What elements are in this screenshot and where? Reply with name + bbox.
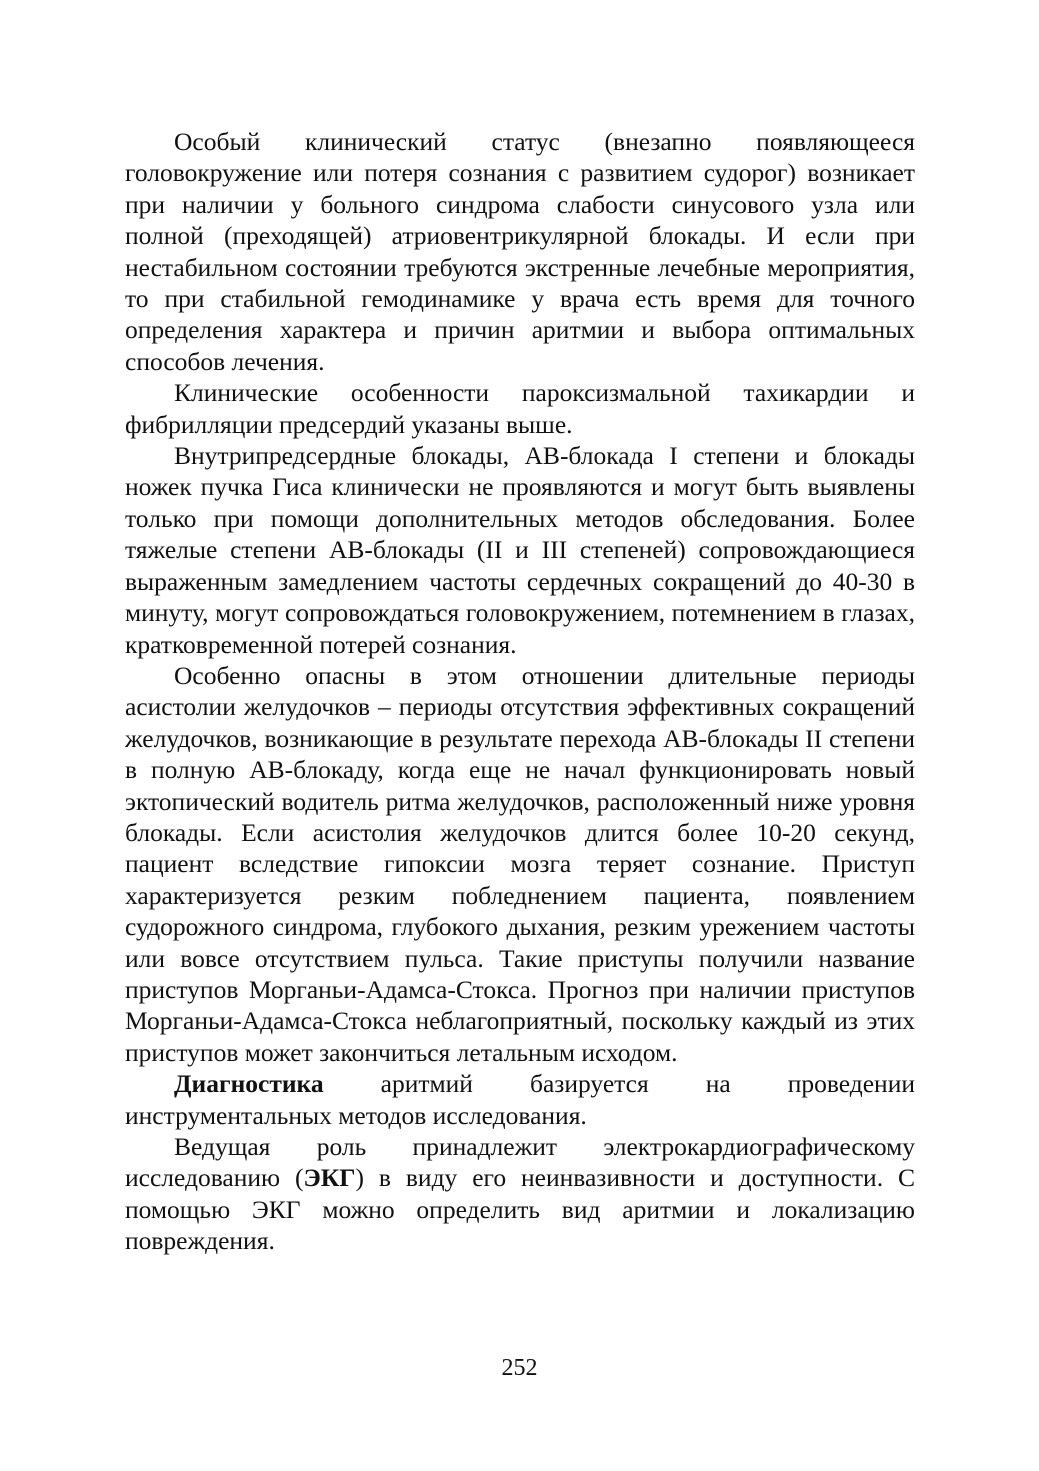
paragraph-asystole: Особенно опасны в этом отношении длительные периоды асистолии желудочков – периоды отсутствия эффективных сокращений желудочков, возникающие в результате перехода АВ-блокады II степени в полную АВ-блокаду, когда еще не начал функционировать новый эктопический водитель ритма желудочков, расположенный ниже уровня блокады. Если асистолия желудочков длится более 10-20 секунд, пациент вследствие гипоксии мозга теряет сознание. Приступ характеризуется резким побледнением пациента, появлением судорожного синдрома, глубокого дыхания, резким урежением частоты или вовсе отсутствием пульса. Такие приступы получили название приступов Морганьи-Адамса-Стокса. Прогноз при наличии приступов Морганьи-Адамса-Стокса неблагоприятный, поскольку каждый из этих приступов может закончиться летальным исходом. [125, 660, 915, 1067]
paragraph-blockades: Внутрипредсердные блокады, АВ-блокада I степени и блокады ножек пучка Гиса клинически не проявляются и могут быть выявлены только при помощи дополнительных методов обследования. Более тяжелые степени АВ-блокады (II и III степеней) сопровождающиеся выраженным замедлением частоты сердечных сокращений до 40-30 в минуту, могут сопровождаться головокружением, потемнением в глазах, кратковременной потерей сознания. [125, 441, 915, 659]
ecg-text-before: Ведущая роль принадлежит электрокардиографическому исследованию ( [125, 1132, 915, 1193]
diagnostics-text: аритмий базируется на проведении инструментальных методов исследования. [125, 1069, 915, 1130]
paragraph-ecg [125, 1131, 915, 1257]
page-number: 252 [501, 1355, 538, 1381]
paragraph-clinical-status: Особый клинический статус (внезапно появляющееся головокружение или потеря сознания с развитием судорог) возникает при наличии у больного синдрома слабости синусового узла или полной (преходящей) атриовентрикулярной блокады. И если при нестабильном состоянии требуются экстренные лечебные мероприятия, то при стабильной гемодинамике у врача есть время для точного определения характера и причин аритмии и выбора оптимальных способов лечения. [125, 127, 915, 376]
ecg-text-after: ) в виду его неинвазивности и доступности. С помощью ЭКГ можно определить вид аритмии и локализацию повреждения. [125, 1163, 915, 1256]
paragraph-diagnostics [125, 1068, 915, 1131]
paragraph-clinical-features: Клинические особенности пароксизмальной тахикардии и фибрилляции предсердий указаны выше. [125, 378, 915, 439]
ecg-abbreviation: ЭКГ [303, 1163, 356, 1193]
diagnostics-heading: Диагностика [174, 1069, 324, 1099]
page-body [125, 126, 915, 1257]
